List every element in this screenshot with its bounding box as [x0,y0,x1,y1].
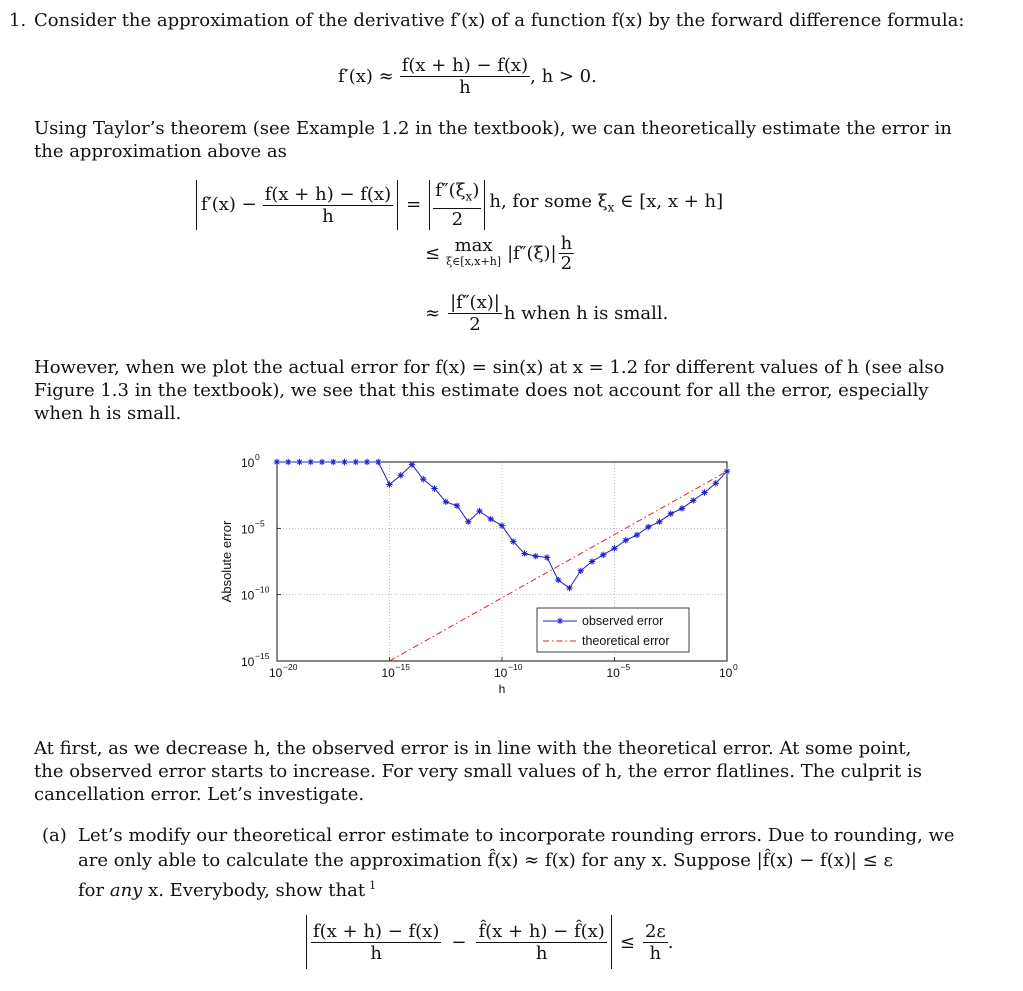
observed-error-point [623,537,629,543]
formula-denominator: h [459,77,471,98]
observed-error-point [364,459,370,465]
final-tail: h when h is small. [503,303,669,324]
inequality-period: . [667,931,674,953]
problem-number: 1. [9,10,27,31]
y-tick-label: 10 [241,655,255,669]
observed-error-point [499,522,505,528]
observed-error-point [589,558,595,564]
second-derivative-numerator: $f''(\xi_x)$ [433,180,481,209]
observed-error-point [341,459,347,465]
observed-error-point [285,459,291,465]
observed-error-point [656,519,662,525]
approx-sign: ≈ [425,303,441,324]
abs-bar-left-2 [429,180,430,230]
observed-error-point [510,538,516,544]
exact-difference-fraction [311,921,441,964]
formula-lhs: f′(x) ≈ [338,66,394,87]
observed-error-point [600,552,606,558]
error-estimate-line-3 [425,292,668,335]
x-tick-label: 10 [381,666,395,680]
forward-difference-formula [338,55,597,98]
x-tick-exponent: −5 [620,662,631,672]
exact-numerator: f(x + h) − f(x) [313,920,440,942]
final-denominator: 2 [469,314,481,335]
x-tick-exponent: −15 [395,662,410,672]
y-axis-label: Absolute error [219,520,234,603]
x-tick-label: 10 [606,666,620,680]
observed-error-point [634,532,640,538]
second-derivative-fraction [433,180,481,230]
estimate-lhs: f′(x) − [201,194,257,215]
observed-error-point [668,511,674,517]
x-tick-label: 10 [719,666,733,680]
second-derivative-denominator: 2 [451,208,464,230]
computed-denominator: h [535,942,548,964]
final-fraction [448,292,502,335]
observed-error-point [555,577,561,583]
equals-sign: = [406,194,422,215]
observed-error-point [679,505,685,511]
legend-theoretical-label: theoretical error [582,634,670,648]
bound-numerator: 2ε [644,920,666,942]
observed-error-point [488,516,494,522]
observed-error-point [566,585,572,591]
x-tick-label: 10 [269,666,283,680]
y-tick-exponent: −15 [255,651,270,661]
y-tick-exponent: −5 [255,518,265,529]
observed-error-point [353,459,359,465]
paragraph-plot-2: Figure 1.3 in the textbook), we see that this estimate does not account for all the error, especially [34,380,929,401]
legend-observed-label: observed error [582,614,664,628]
computed-difference-fraction [476,921,606,964]
observed-error-point [690,497,696,503]
paragraph-observation-2: the observed error starts to increase. For very small values of h, the error flatlines. The culprit is [34,761,922,782]
formula-numerator: f(x + h) − f(x) [401,55,529,76]
max-subscript: ξ∈[x,x+h] [446,254,502,268]
computed-numerator: f̂(x + h) − f̂(x) [478,920,605,942]
observed-error-point [274,459,280,465]
abs-bar-left-3 [306,915,307,969]
observed-error-point [296,459,302,465]
bound-denominator: h [649,942,662,964]
part-a-label: (a) [42,825,67,846]
formula-condition: , h > 0. [530,66,597,87]
bound-fraction [643,921,668,964]
abs-bar-right-2 [484,180,485,230]
abs-bar-left [196,180,197,230]
exact-denominator: h [370,942,382,964]
abs-bar-right-3 [611,915,612,969]
y-tick-label: 10 [241,588,255,603]
observed-error-point [611,545,617,551]
y-tick-exponent: 0 [255,452,260,462]
observed-error-point [319,459,325,465]
abs-bar-right [397,180,398,230]
paragraph-plot-3: when h is small. [34,403,182,424]
intro-text: Consider the approximation of the derivative f′(x) of a function f(x) by the forward difference formula: [34,10,965,31]
observed-error-point [375,459,381,465]
h-over-2-fraction [559,234,575,273]
part-a-line-3: for any x. Everybody, show that $^1$ [78,879,377,901]
observed-error-point [533,553,539,559]
paragraph-observation-1: At first, as we decrease h, the observed error is in line with the theoretical error. At some point, [34,738,912,759]
error-chart [200,440,760,710]
paragraph-plot-1: However, when we plot the actual error for f(x) = sin(x) at x = 1.2 for different values of h (see also [34,357,945,378]
error-estimate-line-1 [196,180,723,230]
y-tick-exponent: −10 [255,584,270,595]
final-numerator: |f″(x)| [450,292,500,313]
y-tick-label: 10 [241,522,255,537]
h-denominator: 2 [560,253,573,274]
le-sign: ≤ [425,243,441,264]
rounding-inequality [306,915,673,969]
x-tick-exponent: −10 [508,662,523,672]
estimate-denominator: h [322,205,334,227]
x-tick-exponent: −20 [283,662,298,672]
max-label: max [454,234,493,256]
h-numerator: h [560,233,573,254]
error-estimate-line-2 [425,234,574,273]
part-a-line-2: are only able to calculate the approximation f̂(x) ≈ f(x) for any x. Suppose |f̂(x) − f(x)| ≤ ε [78,850,893,871]
observed-error-point [578,568,584,574]
x-tick-exponent: 0 [733,662,738,672]
estimate-numerator: f(x + h) − f(x) [264,183,392,205]
part-a-line-1: Let’s modify our theoretical error estimate to incorporate rounding errors. Due to rounding, we [78,825,955,846]
observed-error-point [454,503,460,509]
y-tick-label: 10 [241,456,255,470]
estimate-fraction [263,184,393,227]
max-term: |f″(ξ)| [507,243,557,264]
paragraph-observation-3: cancellation error. Let’s investigate. [34,784,365,805]
paragraph-taylor-1: Using Taylor’s theorem (see Example 1.2 in the textbook), we can theoretically estimate the error in [34,118,952,139]
observed-error-point [308,459,314,465]
observed-error-point [544,554,550,560]
x-tick-label: 10 [494,666,508,680]
for-some-text: h, for some $\xi_x$ ∈ [x, x + h] [489,191,724,215]
observed-error-point [645,524,651,530]
minus-sign: − [451,931,467,953]
max-operator [446,234,502,270]
x-axis-label: h [498,682,506,696]
formula-fraction [400,55,530,98]
footnote-marker: 1 [369,879,377,892]
inequality-sign: ≤ [619,931,635,953]
observed-error-point [330,459,336,465]
paragraph-taylor-2: the approximation above as [34,141,287,162]
